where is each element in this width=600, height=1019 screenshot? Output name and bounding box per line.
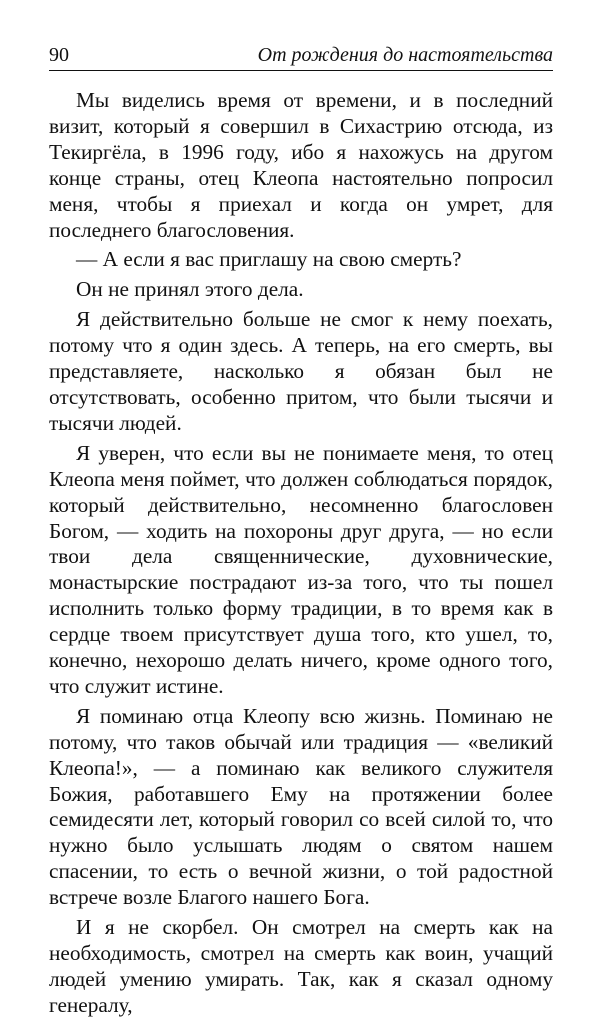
paragraph: Мы виделись время от времени, и в последний визит, который я совершил в Сихастрию отсюда, из Текиргёла, в 1996 году, ибо я нахожусь на другом конце страны, отец Клеопа настоятельно попросил меня, чтобы я приехал и когда он умрет, для последнего благословения. [49, 88, 553, 242]
paragraph: Я действительно больше не смог к нему поехать, потому что я один здесь. А теперь, на его смерть, вы представляете, насколько я обязан был не отсутствовать, особенно притом, что были тысячи и тысячи людей. [49, 307, 553, 435]
paragraph: И я не скорбел. Он смотрел на смерть как на необходимость, смотрел на смерть как воин, учащий людей умению умирать. Так, как я сказал одному генералу, [49, 915, 553, 1017]
paragraph-dialogue: — А если я вас приглашу на свою смерть? [76, 247, 462, 272]
paragraph: Я уверен, что если вы не понимаете меня, то отец Клеопа меня поймет, что должен соблюдаться порядок, который действительно, несомненно благословен Богом, — ходить на похороны друг друга, — но если твои дела священнические, духовнические, монастырские пострадают из-за того, что ты пошел исполнить только форму традиции, в то время как в сердце твоем присутствует душа того, кто ушел, то, конечно, нехорошо делать ничего, кроме одного того, что служит истине. [49, 440, 553, 698]
page-number: 90 [49, 44, 69, 66]
paragraph: Он не принял этого дела. [76, 277, 304, 302]
body-text [49, 88, 553, 1019]
paragraph: Я поминаю отца Клеопу всю жизнь. Поминаю не потому, что таков обычай или традиция — «великий Клеопа!», — а поминаю как великого служителя Божия, работавшего Ему на протяжении более семидесяти лет, который говорил со всей силой то, что нужно было услышать людям о святом нашем спасении, то есть о вечной жизни, о той радостной встрече возле Благого нашего Бога. [49, 703, 553, 910]
running-title: От рождения до настоятельства [257, 44, 553, 66]
page-header [49, 42, 553, 71]
